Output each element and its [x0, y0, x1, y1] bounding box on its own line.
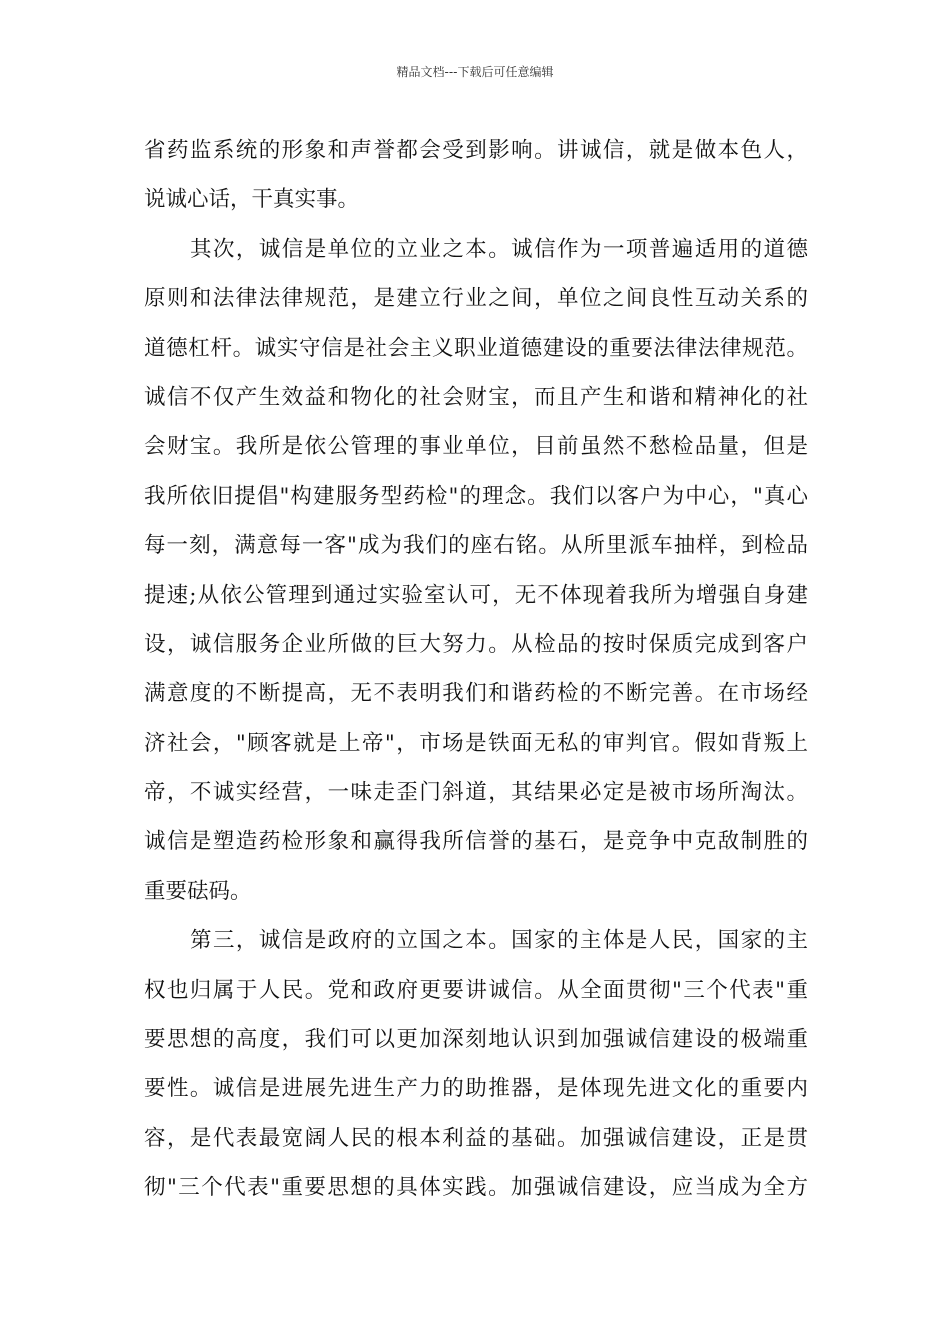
- text-line: 要思想的高度，我们可以更加深刻地认识到加强诚信建设的极端重: [144, 1027, 808, 1053]
- text-line: 诚信是塑造药检形象和赢得我所信誉的基石，是竞争中克敌制胜的: [144, 829, 808, 855]
- text-line: 重要砝码。: [144, 878, 252, 904]
- text-line: 原则和法律法律规范，是建立行业之间，单位之间良性互动关系的: [144, 286, 808, 312]
- text-line: 要性。诚信是进展先进生产力的助推器，是体现先进文化的重要内: [144, 1076, 808, 1102]
- text-line: 其次，诚信是单位的立业之本。诚信作为一项普遍适用的道德: [190, 236, 808, 262]
- text-line: 道德杠杆。诚实守信是社会主义职业道德建设的重要法律法律规范。: [144, 335, 808, 361]
- text-line: 帝，不诚实经营，一味走歪门斜道，其结果必定是被市场所淘汰。: [144, 780, 808, 806]
- text-line: 会财宝。我所是依公管理的事业单位，目前虽然不愁检品量，但是: [144, 434, 808, 460]
- document-body: [144, 130, 808, 1217]
- page-header: 精品文档---下载后可任意编辑: [396, 65, 554, 79]
- text-line: 彻"三个代表"重要思想的具体实践。加强诚信建设，应当成为全方: [144, 1175, 808, 1201]
- text-line: 每一刻，满意每一客"成为我们的座右铭。从所里派车抽样，到检品: [144, 533, 808, 559]
- text-line: 第三，诚信是政府的立国之本。国家的主体是人民，国家的主: [190, 928, 808, 954]
- text-line: 说诚心话，干真实事。: [144, 187, 360, 213]
- text-line: 容，是代表最宽阔人民的根本利益的基础。加强诚信建设，正是贯: [144, 1125, 808, 1151]
- text-line: 设，诚信服务企业所做的巨大努力。从检品的按时保质完成到客户: [144, 631, 808, 657]
- text-line: 提速;从依公管理到通过实验室认可，无不体现着我所为增强自身建: [144, 582, 808, 608]
- text-line: 济社会，"顾客就是上帝"，市场是铁面无私的审判官。假如背叛上: [144, 730, 808, 756]
- text-line: 诚信不仅产生效益和物化的社会财宝，而且产生和谐和精神化的社: [144, 384, 808, 410]
- text-line: 权也归属于人民。党和政府更要讲诚信。从全面贯彻"三个代表"重: [144, 977, 808, 1003]
- text-line: 满意度的不断提高，无不表明我们和谐药检的不断完善。在市场经: [144, 681, 808, 707]
- text-line: 我所依旧提倡"构建服务型药检"的理念。我们以客户为中心，"真心: [144, 483, 808, 509]
- text-line: 省药监系统的形象和声誉都会受到影响。讲诚信，就是做本色人，: [144, 138, 808, 163]
